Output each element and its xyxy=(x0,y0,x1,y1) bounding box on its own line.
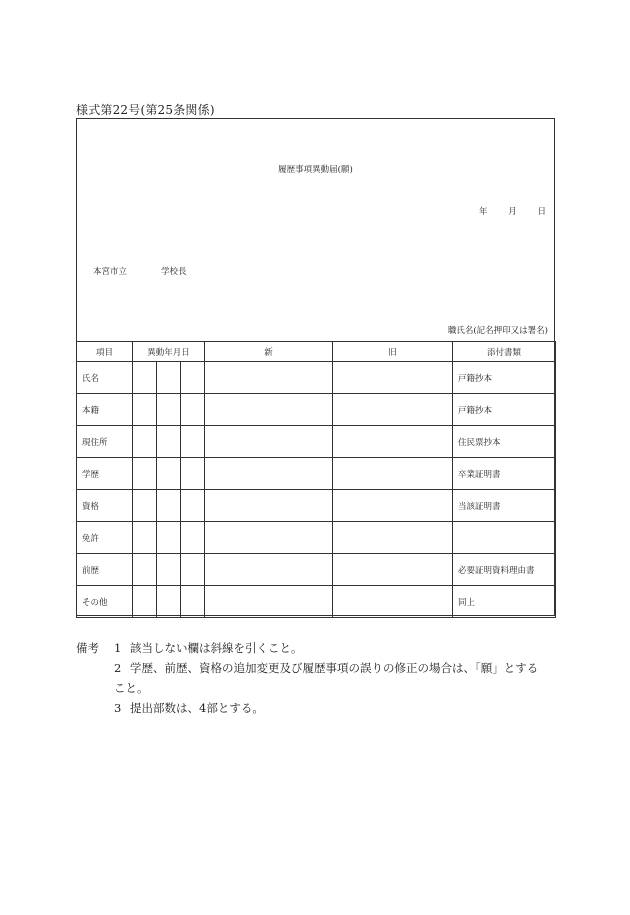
date-year-cell[interactable] xyxy=(133,554,157,586)
date-month-cell[interactable] xyxy=(157,394,181,426)
remarks xyxy=(76,638,556,718)
date-year-cell[interactable] xyxy=(133,458,157,490)
date-month-cell[interactable] xyxy=(157,362,181,394)
date-day-label: 日 xyxy=(537,207,546,217)
new-value-cell[interactable] xyxy=(205,426,333,458)
date-year-cell[interactable] xyxy=(133,586,157,618)
date-month-cell[interactable] xyxy=(157,458,181,490)
remark-text: 該当しない欄は斜線を引くこと。 xyxy=(130,641,303,655)
addressee-principal: 学校長 xyxy=(161,267,187,277)
row-item: 免許 xyxy=(77,522,133,554)
date-month-cell[interactable] xyxy=(157,490,181,522)
old-value-cell[interactable] xyxy=(333,362,453,394)
new-value-cell[interactable] xyxy=(205,554,333,586)
row-docs: 同上 xyxy=(453,586,556,618)
table-row xyxy=(77,362,556,394)
row-docs: 住民票抄本 xyxy=(453,426,556,458)
table-header-row xyxy=(77,342,556,362)
table-row xyxy=(77,394,556,426)
date-year-cell[interactable] xyxy=(133,394,157,426)
date-day-cell[interactable] xyxy=(181,394,205,426)
header-attached-docs: 添付書類 xyxy=(453,342,556,362)
old-value-cell[interactable] xyxy=(333,554,453,586)
remark-text: 学歴、前歴、資格の追加変更及び履歴事項の誤りの修正の場合は、「願」とする xyxy=(130,661,539,675)
row-item: 前歴 xyxy=(77,554,133,586)
table-row xyxy=(77,458,556,490)
remark-text: 提出部数は、4部とする。 xyxy=(130,701,264,715)
signature-label: 職氏名(記名押印又は署名) xyxy=(447,326,548,336)
header-item: 項目 xyxy=(77,342,133,362)
row-docs: 必要証明資料理由書 xyxy=(453,554,556,586)
date-year-cell[interactable] xyxy=(133,426,157,458)
new-value-cell[interactable] xyxy=(205,362,333,394)
form-box xyxy=(76,118,555,616)
header-change-date: 異動年月日 xyxy=(133,342,205,362)
table-row xyxy=(77,522,556,554)
header-old: 旧 xyxy=(333,342,453,362)
row-item: 現住所 xyxy=(77,426,133,458)
date-year-cell[interactable] xyxy=(133,490,157,522)
new-value-cell[interactable] xyxy=(205,586,333,618)
row-docs: 戸籍抄本 xyxy=(453,362,556,394)
remark-number: 2 xyxy=(114,661,122,675)
date-day-cell[interactable] xyxy=(181,426,205,458)
remark-item xyxy=(76,658,556,678)
form-title: 履歴事項異動届(願) xyxy=(278,165,353,175)
remarks-label: 備考 xyxy=(76,641,99,655)
date-day-cell[interactable] xyxy=(181,554,205,586)
old-value-cell[interactable] xyxy=(333,394,453,426)
row-docs: 卒業証明書 xyxy=(453,458,556,490)
remark-continuation: こと。 xyxy=(114,681,149,695)
date-month-cell[interactable] xyxy=(157,426,181,458)
new-value-cell[interactable] xyxy=(205,394,333,426)
row-docs xyxy=(453,522,556,554)
row-item: その他 xyxy=(77,586,133,618)
new-value-cell[interactable] xyxy=(205,458,333,490)
row-docs: 戸籍抄本 xyxy=(453,394,556,426)
date-day-cell[interactable] xyxy=(181,586,205,618)
date-month-cell[interactable] xyxy=(157,586,181,618)
date-month-cell[interactable] xyxy=(157,522,181,554)
table-row xyxy=(77,586,556,618)
date-year-label: 年 xyxy=(479,207,488,217)
old-value-cell[interactable] xyxy=(333,426,453,458)
header-new: 新 xyxy=(205,342,333,362)
form-number-label: 様式第22号(第25条関係) xyxy=(76,103,215,117)
addressee-city-school: 本宮市立 xyxy=(93,267,128,277)
old-value-cell[interactable] xyxy=(333,586,453,618)
new-value-cell[interactable] xyxy=(205,522,333,554)
old-value-cell[interactable] xyxy=(333,458,453,490)
remark-number: 3 xyxy=(114,701,122,715)
date-day-cell[interactable] xyxy=(181,458,205,490)
date-month-cell[interactable] xyxy=(157,554,181,586)
addressee xyxy=(93,265,187,277)
row-item: 資格 xyxy=(77,490,133,522)
table-row xyxy=(77,554,556,586)
date-day-cell[interactable] xyxy=(181,362,205,394)
old-value-cell[interactable] xyxy=(333,490,453,522)
row-item: 学歴 xyxy=(77,458,133,490)
change-table xyxy=(76,341,556,618)
remark-item xyxy=(76,698,556,718)
date-day-cell[interactable] xyxy=(181,522,205,554)
date-month-label: 月 xyxy=(508,207,517,217)
date-day-cell[interactable] xyxy=(181,490,205,522)
remark-number: 1 xyxy=(114,641,122,655)
table-row xyxy=(77,490,556,522)
old-value-cell[interactable] xyxy=(333,522,453,554)
date-year-cell[interactable] xyxy=(133,522,157,554)
row-item: 氏名 xyxy=(77,362,133,394)
date-line xyxy=(479,205,546,217)
new-value-cell[interactable] xyxy=(205,490,333,522)
date-year-cell[interactable] xyxy=(133,362,157,394)
remark-item xyxy=(76,638,556,658)
table-row xyxy=(77,426,556,458)
row-docs: 当該証明書 xyxy=(453,490,556,522)
row-item: 本籍 xyxy=(77,394,133,426)
